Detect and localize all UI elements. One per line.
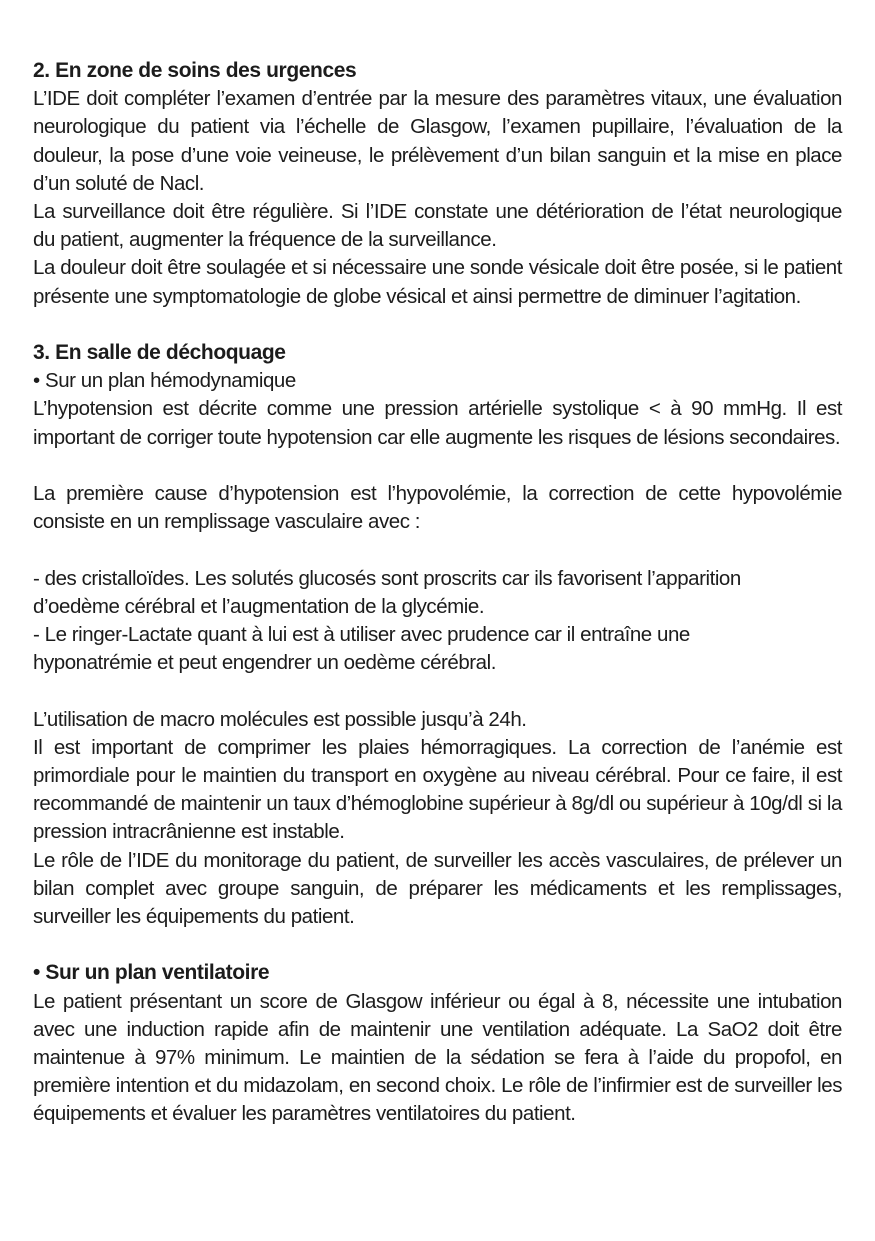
section-heading: 3. En salle de déchoquage	[33, 341, 286, 365]
paragraph: L’IDE doit compléter l’examen d’entrée par la mesure des paramètres vitaux, une évaluation neurologique du patient via l’échelle de Glasgow, l’examen pupillaire, l’évaluation de la douleur, la pose d’une voie veineuse, le prélèvement d’un bilan sanguin et la mise en place d’un soluté de Nacl.	[33, 87, 842, 195]
spacer	[33, 452, 842, 480]
spacer	[33, 536, 842, 564]
section-emergency-care-zone	[33, 57, 842, 311]
paragraph: La surveillance doit être régulière. Si l’IDE constate une détérioration de l’état neurologique du patient, augmenter la fréquence de la surveillance.	[33, 200, 842, 252]
list-item: - Le ringer-Lactate quant à lui est à utiliser avec prudence car il entraîne une hyponatrémie et peut engendrer un oedème cérébral.	[33, 623, 690, 675]
section-heading: 2. En zone de soins des urgences	[33, 59, 357, 82]
spacer	[33, 931, 842, 959]
list-item: - des cristalloïdes. Les solutés glucosés sont proscrits car ils favorisent l’apparition d’oedème cérébral et l’augmentation de la glycémie.	[33, 566, 741, 618]
paragraph: Il est important de comprimer les plaies hémorragiques. La correction de l’anémie est primordiale pour le maintien du transport en oxygène au niveau cérébral. Pour ce faire, il est recommandé de maintenir un taux d’hémoglobine supérieur à 8g/dl ou supérieur à 10g/dl si la pression intracrânienne est instable.	[33, 735, 842, 844]
paragraph: Le rôle de l’IDE du monitorage du patient, de surveiller les accès vasculaires, de prélever un bilan complet avec groupe sanguin, de préparer les médicaments et les remplissages, surveiller les équipements du patient.	[33, 848, 842, 929]
spacer	[33, 311, 842, 339]
section-shock-room	[33, 339, 842, 1129]
paragraph: Le patient présentant un score de Glasgow inférieur ou égal à 8, nécessite une intubation avec une induction rapide afin de maintenir une ventilation adéquate. La SaO2 doit être maintenue à 97% minimum. Le maintien de la sédation se fera à l’aide du propofol, en première intention et du midazolam, en second choix. Le rôle de l’infirmier est de surveiller les équipements et évaluer les paramètres ventilatoires du patient.	[33, 989, 842, 1126]
paragraph: La première cause d’hypotension est l’hypovolémie, la correction de cette hypovolémie consiste en un remplissage vasculaire avec :	[33, 482, 842, 534]
subheading-ventilatory: • Sur un plan ventilatoire	[33, 961, 270, 985]
paragraph: L’utilisation de macro molécules est possible jusqu’à 24h.	[33, 707, 527, 731]
spacer	[33, 677, 842, 705]
paragraph: La douleur doit être soulagée et si nécessaire une sonde vésicale doit être posée, si le patient présente une symptomatologie de globe vésical et ainsi permettre de diminuer l’agitation.	[33, 256, 842, 308]
subheading-hemodynamic: • Sur un plan hémodynamique	[33, 369, 296, 393]
paragraph: L’hypotension est décrite comme une pression artérielle systolique < à 90 mmHg. Il est important de corriger toute hypotension car elle augmente les risques de lésions secondaires.	[33, 397, 842, 449]
